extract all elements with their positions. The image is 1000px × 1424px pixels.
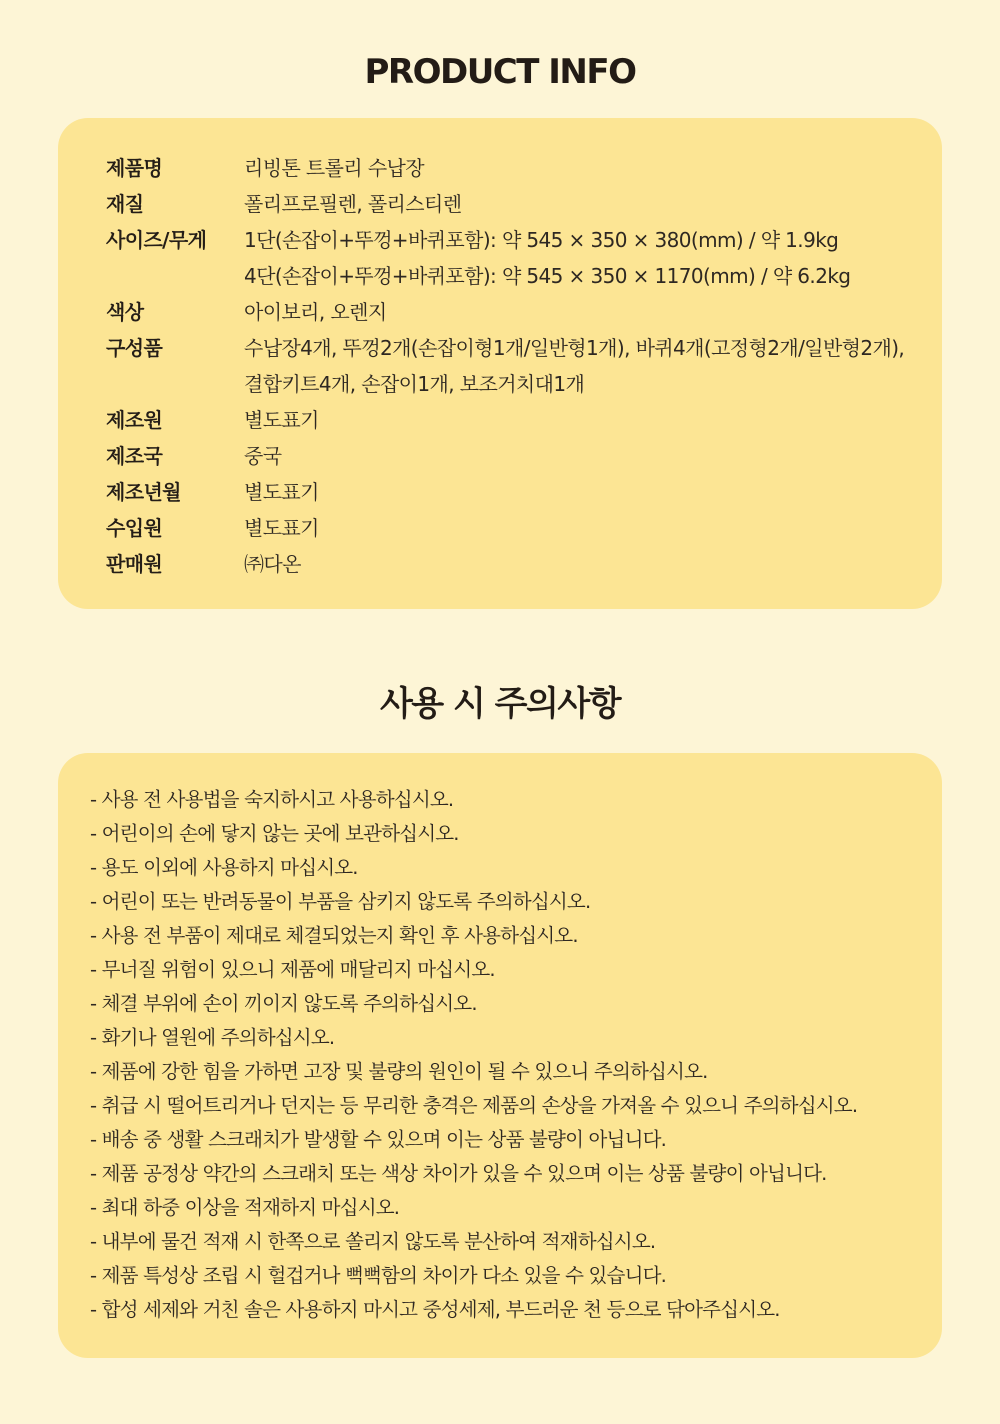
- caution-title: 사용 시 주의사항: [379, 684, 621, 724]
- info-label: 판매원: [106, 552, 163, 576]
- info-value: [244, 330, 924, 402]
- info-label: 색상: [106, 300, 144, 324]
- product-info-card: [58, 118, 942, 609]
- info-value: [244, 150, 924, 186]
- info-value-line: 아이보리, 오렌지: [244, 300, 387, 324]
- info-row-manufacture-date: [106, 474, 924, 510]
- info-row-color: [106, 294, 924, 330]
- info-value-line: 별도표기: [244, 408, 319, 432]
- info-value-line: 4단(손잡이+뚜껑+바퀴포함): 약 545 × 350 × 1170(mm) / 약 6.2kg: [244, 264, 851, 288]
- info-row-material: [106, 186, 924, 222]
- caution-card: [58, 753, 942, 1358]
- caution-item: - 용도 이외에 사용하지 마십시오.: [90, 856, 358, 879]
- info-label: 제조년월: [106, 480, 181, 504]
- caution-item: - 제품 공정상 약간의 스크래치 또는 색상 차이가 있을 수 있으며 이는 상품 불량이 아닙니다.: [90, 1162, 827, 1185]
- caution-item: - 최대 하중 이상을 적재하지 마십시오.: [90, 1196, 400, 1219]
- info-label: 수입원: [106, 516, 163, 540]
- info-value: [244, 546, 924, 582]
- caution-item: - 제품 특성상 조립 시 헐겁거나 뻑뻑함의 차이가 다소 있을 수 있습니다.: [90, 1264, 667, 1287]
- info-row-size-weight: [106, 222, 924, 294]
- info-row-seller: [106, 546, 924, 582]
- info-label: 제조국: [106, 444, 163, 468]
- caution-item: - 화기나 열원에 주의하십시오.: [90, 1026, 335, 1049]
- info-value: [244, 186, 924, 222]
- info-label: 구성품: [106, 336, 163, 360]
- caution-item: - 사용 전 부품이 제대로 체결되었는지 확인 후 사용하십시오.: [90, 924, 578, 947]
- info-value-line: 리빙톤 트롤리 수납장: [244, 156, 424, 180]
- info-value-line: 별도표기: [244, 480, 319, 504]
- info-row-product-name: [106, 150, 924, 186]
- info-value-line: 1단(손잡이+뚜껑+바퀴포함): 약 545 × 350 × 380(mm) / 약 1.9kg: [244, 228, 839, 252]
- product-info-title: PRODUCT INFO: [364, 52, 636, 92]
- info-value: [244, 222, 924, 294]
- info-value-line: 결합키트4개, 손잡이1개, 보조거치대1개: [244, 372, 585, 396]
- info-label: 사이즈/무게: [106, 228, 207, 252]
- caution-item: - 어린이의 손에 닿지 않는 곳에 보관하십시오.: [90, 822, 459, 845]
- info-value-line: 중국: [244, 444, 282, 468]
- caution-item: - 배송 중 생활 스크래치가 발생할 수 있으며 이는 상품 불량이 아닙니다.: [90, 1128, 667, 1151]
- caution-item: - 사용 전 사용법을 숙지하시고 사용하십시오.: [90, 788, 454, 811]
- info-value-line: 수납장4개, 뚜껑2개(손잡이형1개/일반형1개), 바퀴4개(고정형2개/일반형2개),: [244, 336, 905, 360]
- caution-list: [90, 783, 857, 1327]
- info-row-components: [106, 330, 924, 402]
- info-value: [244, 438, 924, 474]
- info-value: [244, 510, 924, 546]
- info-value-line: 폴리프로필렌, 폴리스티렌: [244, 192, 462, 216]
- info-value: [244, 294, 924, 330]
- info-value-line: ㈜다온: [244, 552, 301, 576]
- caution-item: - 제품에 강한 힘을 가하면 고장 및 불량의 원인이 될 수 있으니 주의하십시오.: [90, 1060, 708, 1083]
- info-row-country-of-origin: [106, 438, 924, 474]
- info-label: 제품명: [106, 156, 163, 180]
- caution-item: - 무너질 위험이 있으니 제품에 매달리지 마십시오.: [90, 958, 495, 981]
- info-label: 제조원: [106, 408, 163, 432]
- info-value: [244, 402, 924, 438]
- info-row-importer: [106, 510, 924, 546]
- caution-item: - 어린이 또는 반려동물이 부품을 삼키지 않도록 주의하십시오.: [90, 890, 591, 913]
- info-row-manufacturer: [106, 402, 924, 438]
- caution-item: - 취급 시 떨어트리거나 던지는 등 무리한 충격은 제품의 손상을 가져올 수 있으니 주의하십시오.: [90, 1094, 858, 1117]
- caution-item: - 내부에 물건 적재 시 한쪽으로 쏠리지 않도록 분산하여 적재하십시오.: [90, 1230, 656, 1253]
- info-label: 재질: [106, 192, 144, 216]
- info-value: [244, 474, 924, 510]
- caution-item: - 합성 세제와 거친 솔은 사용하지 마시고 중성세제, 부드러운 천 등으로 닦아주십시오.: [90, 1298, 780, 1321]
- caution-item: - 체결 부위에 손이 끼이지 않도록 주의하십시오.: [90, 992, 477, 1015]
- info-value-line: 별도표기: [244, 516, 319, 540]
